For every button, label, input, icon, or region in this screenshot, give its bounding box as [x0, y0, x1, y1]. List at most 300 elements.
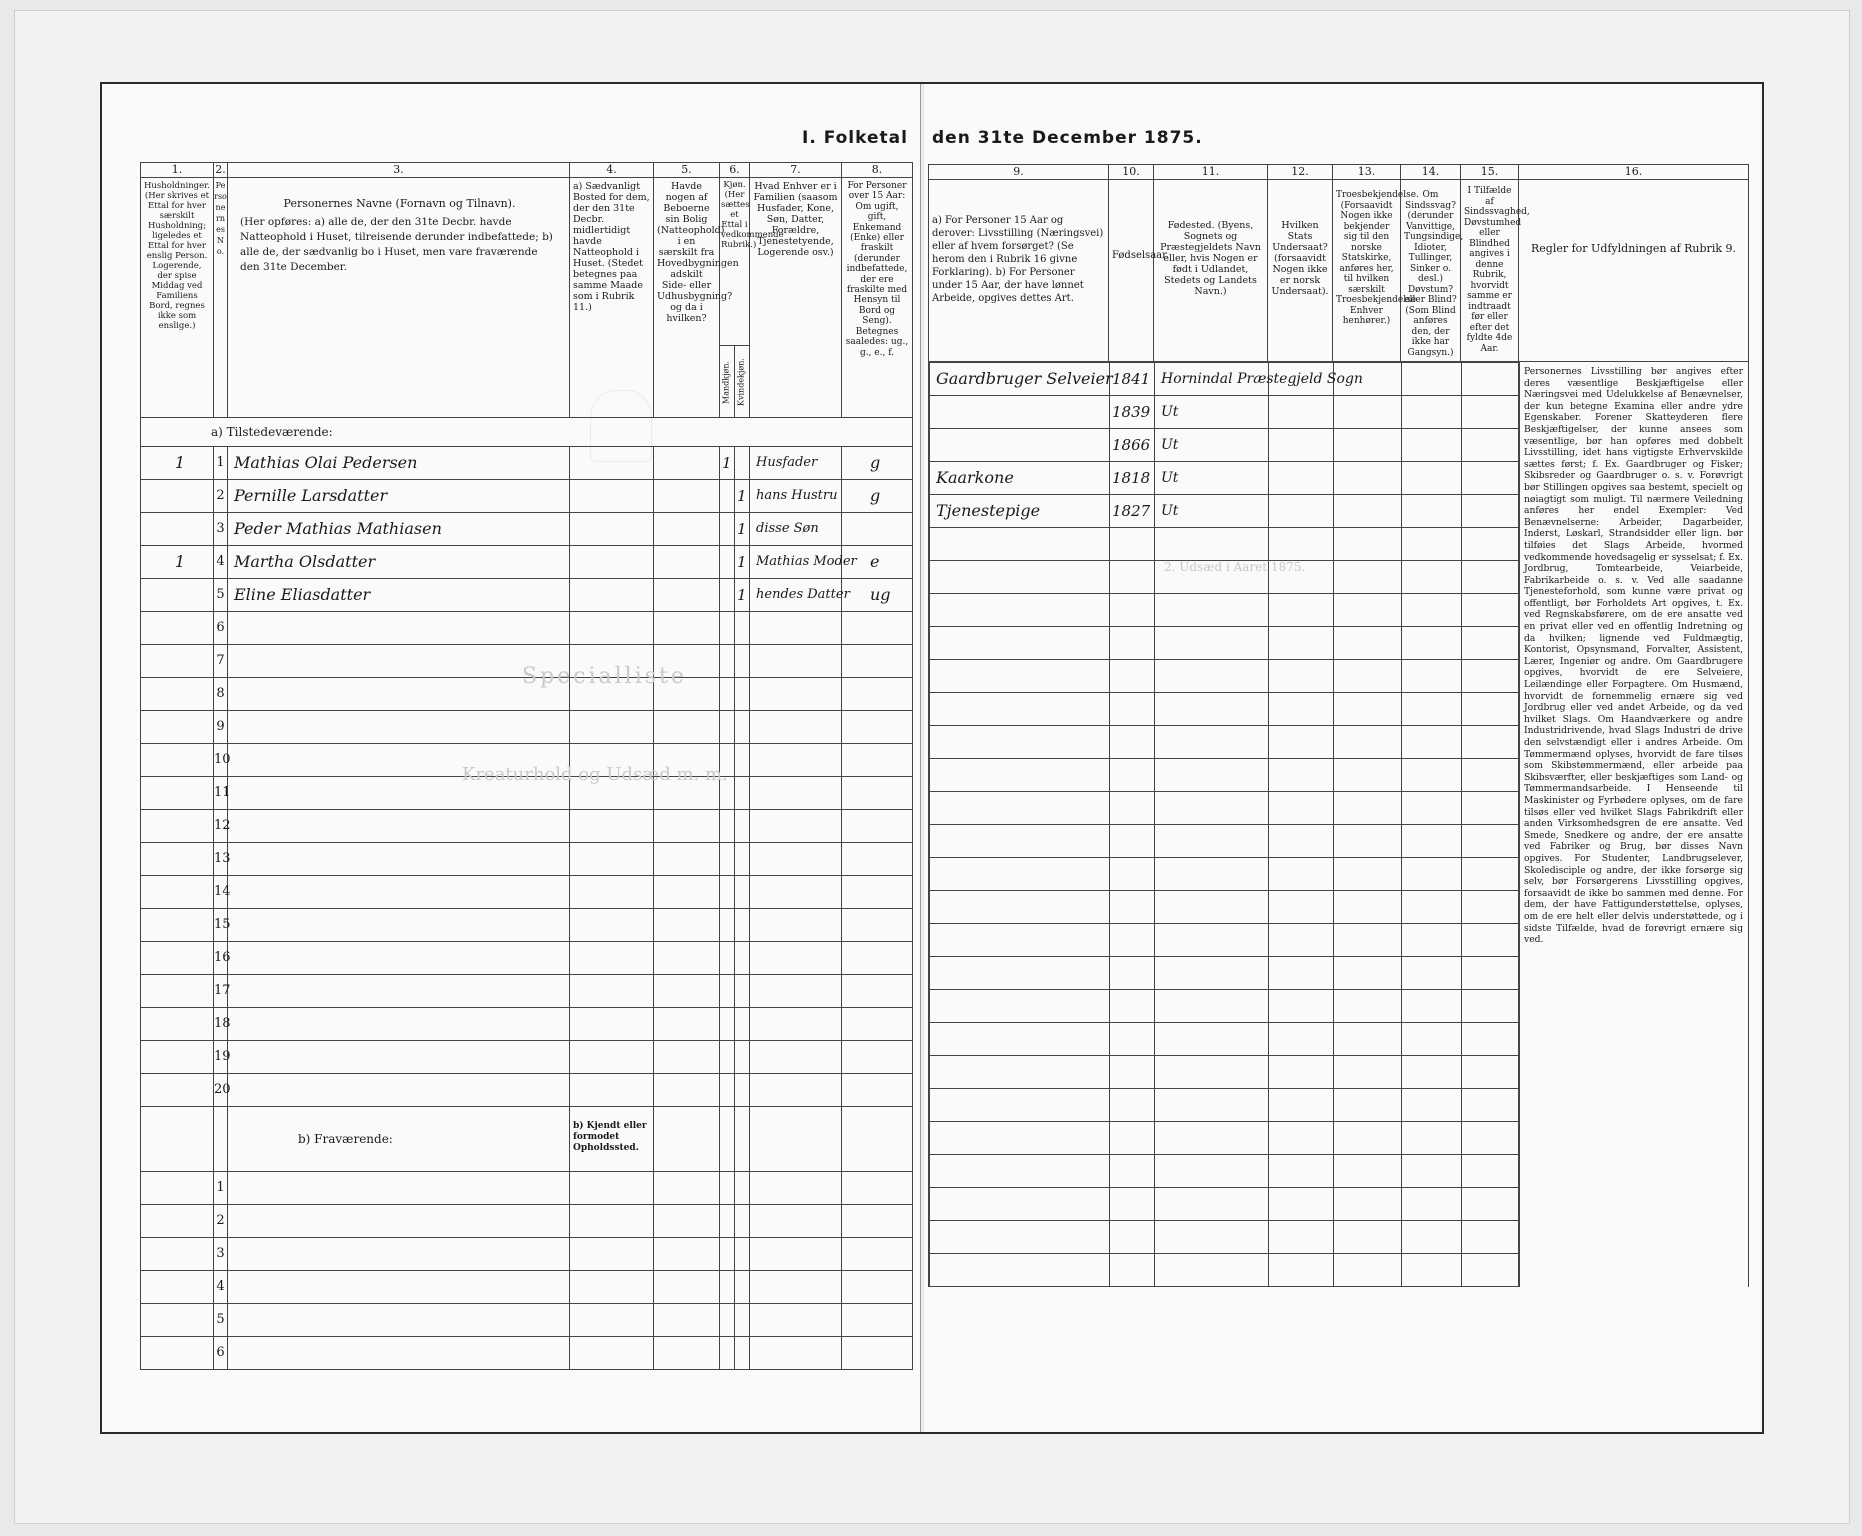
empty-cell — [228, 1271, 570, 1304]
empty-cell — [750, 1337, 842, 1370]
absent-person-number: 5 — [214, 1304, 228, 1337]
tilfaelde-cell — [1462, 693, 1520, 726]
sindssvag-cell — [1402, 957, 1462, 990]
family-role — [750, 843, 842, 876]
tilfaelde-cell — [1462, 990, 1520, 1023]
right-grid-cell — [929, 362, 1519, 1288]
sex-female-cell — [735, 1008, 750, 1041]
birth-year — [1110, 528, 1155, 561]
undersaat-cell — [1269, 627, 1334, 660]
person-name — [228, 810, 570, 843]
empty-cell — [228, 1172, 570, 1205]
sex-male-cell — [720, 777, 735, 810]
birth-year — [1110, 957, 1155, 990]
bosted-cell — [570, 513, 654, 546]
empty-cell — [750, 1304, 842, 1337]
header-person-no: Personernes No. — [214, 178, 228, 418]
person-number: 1 — [214, 447, 228, 480]
sex-female-cell: 1 — [735, 546, 750, 579]
tilfaelde-cell — [1462, 363, 1520, 396]
table-row — [141, 1238, 913, 1271]
tilfaelde-cell — [1462, 1254, 1520, 1287]
sindssvag-cell — [1402, 495, 1462, 528]
sindssvag-cell — [1402, 1221, 1462, 1254]
birth-year — [1110, 1188, 1155, 1221]
right-body-row — [929, 362, 1749, 1288]
tilfaelde-cell — [1462, 627, 1520, 660]
sex-female-cell — [735, 645, 750, 678]
header-fodested: Fødested. (Byens, Sognets og Præstegjeldets Navn eller, hvis Nogen er født i Udlandet, Stedets og Landets Navn.) — [1154, 180, 1268, 362]
sex-male-cell — [720, 612, 735, 645]
empty-cell — [570, 1337, 654, 1370]
table-row — [930, 1155, 1520, 1188]
header-mandkjon: Mandkjøn. — [720, 346, 735, 418]
husholdning-cell — [141, 876, 214, 909]
section-a-row — [141, 418, 913, 447]
table-row — [141, 810, 913, 843]
sindssvag-cell — [1402, 726, 1462, 759]
occupation — [930, 660, 1110, 693]
sindssvag-cell — [1402, 891, 1462, 924]
colnum-5: 5. — [654, 163, 720, 178]
header-familie: Hvad Enhver er i Familien (saasom Husfader, Kone, Søn, Datter, Forældre, Tjenestetyende, Logerende osv.) — [750, 178, 842, 418]
empty-cell — [570, 1205, 654, 1238]
table-row — [930, 528, 1520, 561]
header-troesbekjendelse: Troesbekjendelse. (Forsaavidt Nogen ikke bekjender sig til den norske Statskirke, anføres her, til hvilken særskilt Troesbekjendelse Enhver henhører.) — [1333, 180, 1401, 362]
husholdning-cell — [141, 1008, 214, 1041]
udhus-cell — [654, 1008, 720, 1041]
udhus-cell — [654, 612, 720, 645]
undersaat-cell — [1269, 1122, 1334, 1155]
table-row — [930, 429, 1520, 462]
troes-cell — [1334, 792, 1402, 825]
civil-status — [842, 909, 913, 942]
occupation — [930, 1023, 1110, 1056]
undersaat-cell — [1269, 1221, 1334, 1254]
table-row — [141, 546, 913, 579]
sindssvag-cell — [1402, 1056, 1462, 1089]
birth-year: 1841 — [1110, 363, 1155, 396]
tilfaelde-cell — [1462, 660, 1520, 693]
empty-cell — [654, 1304, 720, 1337]
empty-cell — [842, 1337, 913, 1370]
tilfaelde-cell — [1462, 759, 1520, 792]
bosted-cell — [570, 744, 654, 777]
person-name: Eline Eliasdatter — [228, 579, 570, 612]
sindssvag-cell — [1402, 429, 1462, 462]
family-role — [750, 777, 842, 810]
civil-status — [842, 975, 913, 1008]
birth-place — [1155, 1122, 1269, 1155]
header-fodselsaar: Fødselsaar. — [1109, 180, 1154, 362]
undersaat-cell — [1269, 891, 1334, 924]
family-role — [750, 810, 842, 843]
undersaat-cell — [1269, 858, 1334, 891]
colnum-9: 9. — [929, 165, 1109, 180]
sex-female-cell — [735, 678, 750, 711]
sex-male-cell — [720, 1074, 735, 1107]
empty-cell — [654, 1271, 720, 1304]
sindssvag-cell — [1402, 825, 1462, 858]
birth-place — [1155, 726, 1269, 759]
person-name — [228, 942, 570, 975]
bosted-cell — [570, 480, 654, 513]
table-row — [930, 561, 1520, 594]
bosted-cell — [570, 546, 654, 579]
troes-cell — [1334, 759, 1402, 792]
occupation — [930, 957, 1110, 990]
bosted-cell — [570, 645, 654, 678]
table-row — [930, 495, 1520, 528]
husholdning-cell — [141, 777, 214, 810]
sex-male-cell — [720, 480, 735, 513]
absent-rows — [141, 1172, 913, 1370]
birth-place: Ut — [1155, 429, 1269, 462]
udhus-cell — [654, 447, 720, 480]
person-name — [228, 744, 570, 777]
table-row — [141, 942, 913, 975]
occupation — [930, 1122, 1110, 1155]
civil-status — [842, 645, 913, 678]
occupation — [930, 1254, 1110, 1287]
undersaat-cell — [1269, 528, 1334, 561]
bosted-cell — [570, 942, 654, 975]
sex-female-cell — [735, 447, 750, 480]
udhus-cell — [654, 546, 720, 579]
table-row — [930, 660, 1520, 693]
udhus-cell — [654, 942, 720, 975]
occupation — [930, 858, 1110, 891]
empty-cell — [750, 1172, 842, 1205]
birth-year — [1110, 594, 1155, 627]
tilfaelde-cell — [1462, 561, 1520, 594]
husholdning-cell — [141, 744, 214, 777]
empty-cell — [141, 1304, 214, 1337]
husholdning-cell: 1 — [141, 447, 214, 480]
birth-year — [1110, 726, 1155, 759]
occupation — [930, 396, 1110, 429]
udhus-cell — [654, 843, 720, 876]
family-role — [750, 942, 842, 975]
person-name — [228, 1041, 570, 1074]
occupation: Tjenestepige — [930, 495, 1110, 528]
tilfaelde-cell — [1462, 462, 1520, 495]
undersaat-cell — [1269, 396, 1334, 429]
civil-status — [842, 711, 913, 744]
empty-cell — [735, 1172, 750, 1205]
sindssvag-cell — [1402, 924, 1462, 957]
colnum-10: 10. — [1109, 165, 1154, 180]
left-page — [102, 84, 921, 1432]
bosted-cell — [570, 678, 654, 711]
udhus-cell — [654, 975, 720, 1008]
person-number: 13 — [214, 843, 228, 876]
colnum-6: 6. — [720, 163, 750, 178]
section-fravaerende: b) Fraværende: — [228, 1107, 570, 1172]
birth-year — [1110, 1023, 1155, 1056]
header-livsstilling: a) For Personer 15 Aar og derover: Livsstilling (Næringsvei) eller af hvem forsørget? (Se herom den i Rubrik 16 givne Forklaring). b) For Personer under 15 Aar, der have lønnet Arbeide, opgives dettes Art. — [929, 180, 1109, 362]
troes-cell — [1334, 462, 1402, 495]
sindssvag-cell — [1402, 462, 1462, 495]
occupation — [930, 891, 1110, 924]
undersaat-cell — [1269, 561, 1334, 594]
sindssvag-cell — [1402, 759, 1462, 792]
sex-male-cell — [720, 909, 735, 942]
bosted-cell — [570, 579, 654, 612]
birth-year — [1110, 792, 1155, 825]
colnum-12: 12. — [1268, 165, 1333, 180]
birth-place — [1155, 957, 1269, 990]
person-number: 3 — [214, 513, 228, 546]
bleed-through-text-3: 2. Udsæd i Aaret 1875. — [1164, 560, 1306, 574]
table-row — [930, 1089, 1520, 1122]
birth-year — [1110, 858, 1155, 891]
udhus-cell — [654, 1074, 720, 1107]
family-role: hans Hustru — [750, 480, 842, 513]
table-row — [930, 1188, 1520, 1221]
sindssvag-cell — [1402, 594, 1462, 627]
birth-place — [1155, 561, 1269, 594]
family-role: Husfader — [750, 447, 842, 480]
empty-cell — [654, 1238, 720, 1271]
empty-cell — [141, 1238, 214, 1271]
occupation — [930, 726, 1110, 759]
birth-year — [1110, 891, 1155, 924]
troes-cell — [1334, 957, 1402, 990]
tilfaelde-cell — [1462, 1056, 1520, 1089]
civil-status — [842, 612, 913, 645]
sex-male-cell — [720, 678, 735, 711]
colnum-14: 14. — [1401, 165, 1461, 180]
civil-status: ug — [842, 579, 913, 612]
family-role — [750, 975, 842, 1008]
empty-cell — [735, 1271, 750, 1304]
undersaat-cell — [1269, 1023, 1334, 1056]
person-number: 12 — [214, 810, 228, 843]
occupation — [930, 825, 1110, 858]
birth-year — [1110, 1056, 1155, 1089]
table-row — [141, 909, 913, 942]
empty-cell — [750, 1271, 842, 1304]
person-number: 7 — [214, 645, 228, 678]
absent-person-number: 1 — [214, 1172, 228, 1205]
sex-female-cell — [735, 612, 750, 645]
birth-place — [1155, 990, 1269, 1023]
sex-female-cell — [735, 711, 750, 744]
birth-place — [1155, 1089, 1269, 1122]
occupation — [930, 1056, 1110, 1089]
birth-place — [1155, 1221, 1269, 1254]
troes-cell — [1334, 990, 1402, 1023]
civil-status — [842, 513, 913, 546]
table-row — [141, 711, 913, 744]
sindssvag-cell — [1402, 1122, 1462, 1155]
birth-place — [1155, 759, 1269, 792]
table-row — [930, 792, 1520, 825]
udhus-cell — [654, 876, 720, 909]
udhus-cell — [654, 579, 720, 612]
person-number: 5 — [214, 579, 228, 612]
section-b-row — [141, 1107, 913, 1172]
right-page — [924, 84, 1760, 1432]
bosted-cell — [570, 810, 654, 843]
family-role — [750, 1074, 842, 1107]
empty-cell — [570, 1304, 654, 1337]
person-number: 2 — [214, 480, 228, 513]
birth-year — [1110, 1089, 1155, 1122]
table-row — [141, 1041, 913, 1074]
table-row — [141, 480, 913, 513]
table-row — [141, 1074, 913, 1107]
absent-person-number: 4 — [214, 1271, 228, 1304]
empty-cell — [842, 1304, 913, 1337]
table-row — [141, 975, 913, 1008]
sex-female-cell: 1 — [735, 579, 750, 612]
table-row — [141, 1337, 913, 1370]
birth-place — [1155, 825, 1269, 858]
husholdning-cell — [141, 645, 214, 678]
empty-cell — [842, 1172, 913, 1205]
occupation — [930, 990, 1110, 1023]
sindssvag-cell — [1402, 396, 1462, 429]
colnum-16: 16. — [1519, 165, 1749, 180]
tilfaelde-cell — [1462, 594, 1520, 627]
table-row — [141, 1172, 913, 1205]
table-row — [930, 1221, 1520, 1254]
header-navne-sub: (Her opføres: a) alle de, der den 31te Decbr. havde Natteophold i Huset, tilreisende derunder indbefattede; b) alle de, der sædvanlig bo i Huset, men vare fraværende den 31te December. — [240, 216, 553, 273]
undersaat-cell — [1269, 429, 1334, 462]
tilfaelde-cell — [1462, 1221, 1520, 1254]
person-number: 17 — [214, 975, 228, 1008]
civil-status: g — [842, 447, 913, 480]
sex-male-cell — [720, 513, 735, 546]
tilfaelde-cell — [1462, 1122, 1520, 1155]
colnum-2: 2. — [215, 163, 226, 176]
udhus-cell — [654, 909, 720, 942]
civil-status — [842, 777, 913, 810]
undersaat-cell — [1269, 1254, 1334, 1287]
header-kvindekjon: Kvindekjøn. — [735, 346, 750, 418]
sex-male-cell — [720, 711, 735, 744]
sex-female-cell: 1 — [735, 513, 750, 546]
family-role: disse Søn — [750, 513, 842, 546]
table-row — [930, 627, 1520, 660]
husholdning-cell — [141, 711, 214, 744]
undersaat-cell — [1269, 462, 1334, 495]
sex-female-cell — [735, 843, 750, 876]
table-row — [930, 759, 1520, 792]
empty-cell — [720, 1205, 735, 1238]
occupation — [930, 924, 1110, 957]
occupation — [930, 1188, 1110, 1221]
sex-female-cell — [735, 1041, 750, 1074]
header-opholdssted: b) Kjendt eller formodet Opholdssted. — [570, 1107, 654, 1172]
undersaat-cell — [1269, 990, 1334, 1023]
civil-status: e — [842, 546, 913, 579]
family-role — [750, 1041, 842, 1074]
empty-cell — [735, 1238, 750, 1271]
husholdning-cell — [141, 942, 214, 975]
civil-status — [842, 843, 913, 876]
husholdning-cell — [141, 480, 214, 513]
person-number: 18 — [214, 1008, 228, 1041]
birth-place — [1155, 891, 1269, 924]
table-row — [930, 1122, 1520, 1155]
empty-cell — [720, 1271, 735, 1304]
table-row — [141, 876, 913, 909]
person-name — [228, 612, 570, 645]
header-kjon: Kjøn. (Her sættes et Ettal i vedkommende Rubrik.) — [720, 178, 750, 346]
person-number: 14 — [214, 876, 228, 909]
person-name — [228, 711, 570, 744]
right-column-number-row — [929, 165, 1749, 180]
tilfaelde-cell — [1462, 891, 1520, 924]
family-role — [750, 876, 842, 909]
sindssvag-cell — [1402, 660, 1462, 693]
birth-place — [1155, 1188, 1269, 1221]
person-name — [228, 678, 570, 711]
tilfaelde-cell — [1462, 429, 1520, 462]
birth-place — [1155, 693, 1269, 726]
person-name: Pernille Larsdatter — [228, 480, 570, 513]
empty-cell — [141, 1172, 214, 1205]
table-row — [141, 744, 913, 777]
birth-place — [1155, 1056, 1269, 1089]
title-right: den 31te December 1875. — [932, 128, 1203, 148]
rules-text: Personernes Livsstilling bør angives efter deres væsentlige Beskjæftigelse eller Næringsvei med Udelukkelse af Benævnelser, der kun betegne Examina eller andre ydre Egenskaber. Forener Skatteyderen flere Beskjæftigelser, der kunne ansees som væsentlige, bør han opføres med dobbelt Livsstilling, idet hans vigtigste Erhvervskilde sættes først; f. Ex. Gaardbruger og Fisker; Skibsreder og Gaardbruger o. s. v. Forøvrigt bør Stillingen opgives saa bestemt, specielt og nøiagtigt som muligt. Til nærmere Veiledning anføres her endel Exempler: Ved Benævnelserne: Arbeider, Dagarbeider, Inderst, Løskarl, Strandsidder eller lign. bør tilføies det Slags Arbeide, hvormed vedkommende hovedsagelig er sysselsat; f. Ex. Jordbrug, Tomtearbeide, Veiarbeide, Fabrikarbeide o. s. v. Ved alle saadanne Tjenesteforhold, som kunne være privat og offentligt, bør Forholdets Art opgives, t. Ex. ved Regnskabsførere, om de ere ansatte ved en privat eller ved en offentlig Indretning og da hvilken; lignende ved Fuldmægtig, Kontorist, Opsynsmand, Forvalter, Assistent, Lærer, Ingeniør og andre. Om Gaardbrugere opgives, hvorvidt de ere Selveiere, Leilændinge eller Forpagtere. Om Husmænd, hvorvidt de fornemmelig ernære sig ved Jordbrug eller ved andet Arbeide, og da ved hvilket Slags. Om Haandværkere og andre Industridrivende, hvad Slags Industri de drive den selvstændigt eller i andres Arbeide. Om Tømmermænd oplyses, hvorvidt de fare tilsøs som Skibstømmermænd, eller arbeide paa Skibsværfter, eller beskjæftiges som Land- og Tømmermandsarbeide. I Henseende til Maskinister og Fyrbødere oplyses, om de fare tilsøs eller ved hvilket Slags Fabrikdrift eller anden Virksomhedsgren de ere ansatte. Ved Smede, Snedkere og andre, der ere ansatte ved Fabriker og Brug, bør disses Navn opgives. For Studenter, Landbrugselever, Skoledisciple og andre, der ikke forsørge sig selv, bør Forsørgerens Livsstilling opgives, forsaavidt de ikke bo sammen med denne. For dem, der have Fattigunderstøttelse, oplyses, om de ere helt eller delvis understøttede, og i sidste Tilfælde, hvad de forøvrigt ernære sig ved. — [1519, 362, 1749, 1288]
empty-cell — [720, 1238, 735, 1271]
birth-year — [1110, 990, 1155, 1023]
birth-year — [1110, 693, 1155, 726]
birth-place — [1155, 1023, 1269, 1056]
table-row — [141, 1008, 913, 1041]
undersaat-cell — [1269, 924, 1334, 957]
person-name — [228, 645, 570, 678]
right-table — [928, 164, 1749, 1287]
birth-year: 1839 — [1110, 396, 1155, 429]
sex-male-cell — [720, 546, 735, 579]
sindssvag-cell — [1402, 792, 1462, 825]
civil-status: g — [842, 480, 913, 513]
occupation — [930, 792, 1110, 825]
table-row — [930, 858, 1520, 891]
occupation — [930, 1155, 1110, 1188]
bosted-cell — [570, 1074, 654, 1107]
family-role — [750, 1008, 842, 1041]
birth-year — [1110, 825, 1155, 858]
sindssvag-cell — [1402, 1089, 1462, 1122]
troes-cell — [1334, 858, 1402, 891]
empty-cell — [654, 1205, 720, 1238]
undersaat-cell — [1269, 693, 1334, 726]
tilfaelde-cell — [1462, 858, 1520, 891]
birth-year — [1110, 561, 1155, 594]
occupation — [930, 429, 1110, 462]
birth-year — [1110, 1254, 1155, 1287]
bosted-cell — [570, 1041, 654, 1074]
absent-person-number: 6 — [214, 1337, 228, 1370]
family-role — [750, 744, 842, 777]
family-role — [750, 711, 842, 744]
birth-year — [1110, 1122, 1155, 1155]
udhus-cell — [654, 513, 720, 546]
table-row — [930, 1056, 1520, 1089]
sex-female-cell — [735, 744, 750, 777]
sex-male-cell — [720, 1041, 735, 1074]
colnum-13: 13. — [1333, 165, 1401, 180]
udhus-cell — [654, 711, 720, 744]
header-navne — [228, 178, 570, 418]
